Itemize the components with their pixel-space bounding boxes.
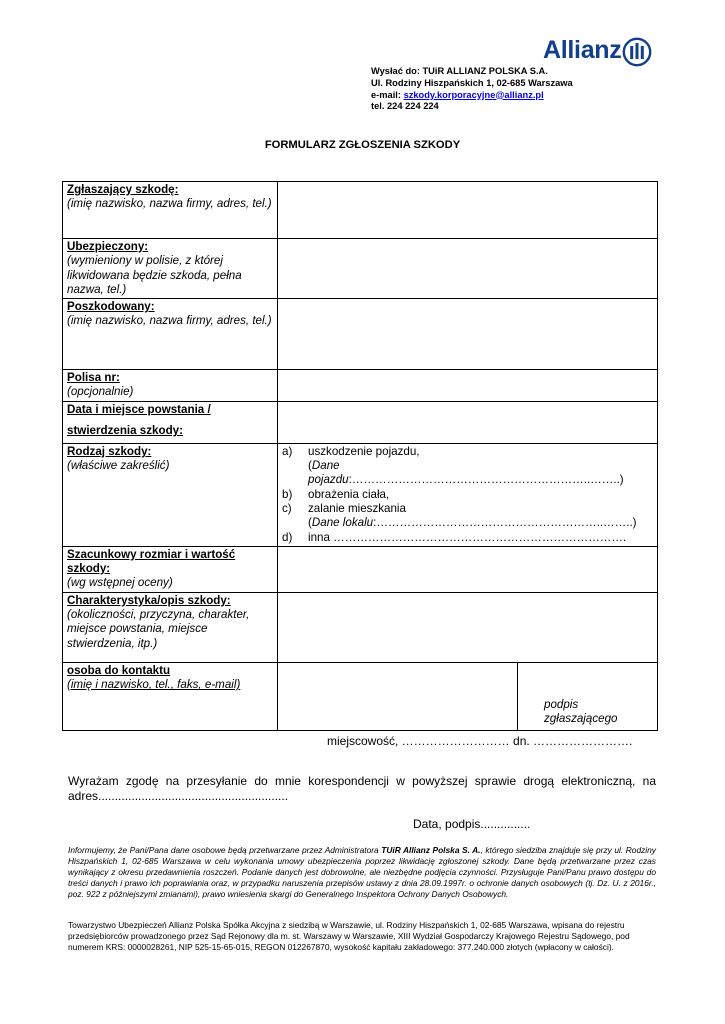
policy-input-cell[interactable] xyxy=(278,370,658,402)
row-insured xyxy=(63,239,658,299)
premises-data-fill: :…………………………………………………..……..) xyxy=(373,516,637,530)
policy-label: Polisa nr: xyxy=(67,371,120,385)
policy-hint: (opcjonalnie) xyxy=(67,385,134,399)
address-line-1: Wysłać do: TUiR ALLIANZ POLSKA S.A. xyxy=(371,66,548,76)
signature-cell[interactable] xyxy=(518,662,658,730)
reporter-label: Zgłaszający szkodę: xyxy=(67,183,179,196)
row-date-place xyxy=(63,401,658,443)
estimate-input-cell[interactable] xyxy=(278,546,658,592)
date-signature-line[interactable]: Data, podpis............... xyxy=(413,817,531,831)
privacy-after: , którego siedziba znajduje się przy ul. Rodziny Hiszpańskich 1, 02-685 Warszawa w celu wykonania umowy ubezpieczenia poprzez likwidację zgłoszonej szkody. Dane będą przetwarzane przez czas wynikający z okresu przedawnienia roszczeń. Podanie danych jest dobrowolne, ale niezbędne podjęcia czynności. Przysługuje Pani/Panu prawo dostępu do treści danych i prawo ich poprawiania oraz, w przypadku naruszenia przepisów ustawy z dnia 28.09.1997r. o ochronie danych osobowych (tj. Dz. U. z 2016r., poz. 922 z późniejszymi zmianami), prawo wniesienia skargi do Generalnego Inspektora Ochrony Danych Osobowych. xyxy=(68,845,656,899)
insured-hint: (wymieniony w polisie, z której likwidowana będzie szkoda, pełna nazwa, tel.) xyxy=(67,254,242,296)
place-date-line[interactable]: miejscowość, ……………………… dn. ……………………. xyxy=(327,734,633,748)
option-text: uszkodzenie pojazdu, xyxy=(308,444,420,458)
email-label: e-mail: xyxy=(371,89,404,100)
description-label-cell xyxy=(63,592,278,662)
email-consent: Wyrażam zgodę na przesyłanie do mnie korespondencji w powyższej sprawie drogą elektroniczną, na adres......................................................... xyxy=(68,774,656,803)
date-place-input-cell[interactable] xyxy=(278,401,658,443)
privacy-before: Informujemy, że Pani/Pana dane osobowe będą przetwarzane przez Administratora xyxy=(68,845,382,855)
contact-input-cell[interactable] xyxy=(278,662,518,730)
contact-hint: (imię i nazwisko, tel., faks, e-mail) xyxy=(67,678,241,692)
row-damage-type xyxy=(63,443,658,546)
address-line-2: Ul. Rodziny Hiszpańskich 1, 02-685 Warszawa xyxy=(371,77,573,88)
injured-input-cell[interactable] xyxy=(278,299,658,370)
allianz-eagle-icon xyxy=(622,37,652,67)
damage-type-label-cell xyxy=(63,443,278,546)
row-policy xyxy=(63,370,658,402)
damage-type-options xyxy=(282,445,653,545)
option-letter: b) xyxy=(282,487,293,501)
send-to-address xyxy=(371,66,573,113)
signature-caption-line-2: zgłaszającego xyxy=(544,712,618,726)
description-input-cell[interactable] xyxy=(278,592,658,662)
description-hint: (okoliczności, przyczyna, charakter, miejsce powstania, miejsce stwierdzenia, itp.) xyxy=(67,608,250,650)
reporter-hint: (imię nazwisko, nazwa firmy, adres, tel.) xyxy=(67,197,272,211)
row-reporter xyxy=(63,182,658,239)
damage-type-options-cell xyxy=(278,443,658,546)
row-injured xyxy=(63,299,658,370)
injured-label-cell xyxy=(63,299,278,370)
vehicle-data-label: Dane pojazdu xyxy=(308,459,349,487)
estimate-label-cell xyxy=(63,546,278,592)
option-text: inna …………………………………………………………………. xyxy=(308,530,627,544)
injured-label: Poszkodowany: xyxy=(67,300,155,314)
allianz-logo-text: Allianz xyxy=(543,36,622,64)
row-contact xyxy=(63,662,658,730)
date-place-label-2: stwierdzenia szkody: xyxy=(67,424,183,438)
insured-label-cell xyxy=(63,239,278,299)
email-line xyxy=(371,90,573,102)
date-place-label-1: Data i miejsce powstania / xyxy=(67,402,211,416)
estimate-label: Szacunkowy rozmiar i wartość szkody: xyxy=(67,547,236,576)
signature-caption xyxy=(544,698,617,727)
row-estimate xyxy=(63,546,658,592)
vehicle-data-fill: :……………………………………………………..……..) xyxy=(348,473,624,487)
option-letter: d) xyxy=(282,530,293,544)
option-text: obrażenia ciała, xyxy=(308,487,390,501)
description-label: Charakterystyka/opis szkody: xyxy=(67,593,231,607)
policy-label-cell xyxy=(63,370,278,402)
contact-label-cell xyxy=(63,662,278,730)
damage-option-d[interactable] xyxy=(282,531,653,545)
contact-label: osoba do kontaktu xyxy=(67,663,171,677)
row-description xyxy=(63,592,658,662)
privacy-company: TUiR Allianz Polska S. A. xyxy=(381,845,481,855)
damage-option-c[interactable] xyxy=(282,502,653,516)
estimate-hint: (wg wstępnej oceny) xyxy=(67,576,173,590)
option-text: zalanie mieszkania xyxy=(308,501,406,515)
email-link[interactable]: szkody.korporacyjne@allianz.pl xyxy=(403,89,544,100)
premises-data-label: Dane lokalu xyxy=(311,516,374,530)
damage-option-a[interactable] xyxy=(282,445,653,459)
injured-hint: (imię nazwisko, nazwa firmy, adres, tel.) xyxy=(67,314,272,328)
damage-option-a-details[interactable]: (Dane pojazdu:……………………………………………………..……..) xyxy=(308,459,624,487)
damage-type-hint: (właściwe zakreślić) xyxy=(67,459,170,473)
form-title: FORMULARZ ZGŁOSZENIA SZKODY xyxy=(264,139,461,151)
option-letter: c) xyxy=(282,501,292,515)
phone-line: tel. 224 224 224 xyxy=(371,101,439,112)
reporter-input-cell[interactable] xyxy=(278,182,658,239)
privacy-notice xyxy=(68,845,656,900)
company-info: Towarzystwo Ubezpieczeń Allianz Polska Spółka Akcyjna z siedzibą w Warszawie, ul. Rodziny Hiszpańskich 1, 02-685 Warszawa, wpisana do rejestru przedsiębiorców prowadzonego przez Sąd Rejonowy dla m. st. Warszawy w Warszawie, XIII Wydział Gospodarczy Krajowego Rejestru Sądowego, pod numerem KRS: 0000028261, NIP 525-15-65-015, REGON 012267870, wysokość kapitału zakładowego: 377.240.000 złotych (wpłacony w całości). xyxy=(68,920,630,952)
damage-option-b[interactable] xyxy=(282,488,653,502)
reporter-label-cell xyxy=(63,182,278,239)
insured-input-cell[interactable] xyxy=(278,239,658,299)
claim-form-table xyxy=(62,181,658,731)
date-place-label-cell xyxy=(63,401,278,443)
damage-option-c-details[interactable]: (Dane lokalu:…………………………………………………..……..) xyxy=(308,516,637,530)
option-letter: a) xyxy=(282,444,293,458)
signature-caption-line-1: podpis xyxy=(544,698,579,712)
insured-label: Ubezpieczony: xyxy=(67,240,149,253)
damage-type-label: Rodzaj szkody: xyxy=(67,444,152,458)
